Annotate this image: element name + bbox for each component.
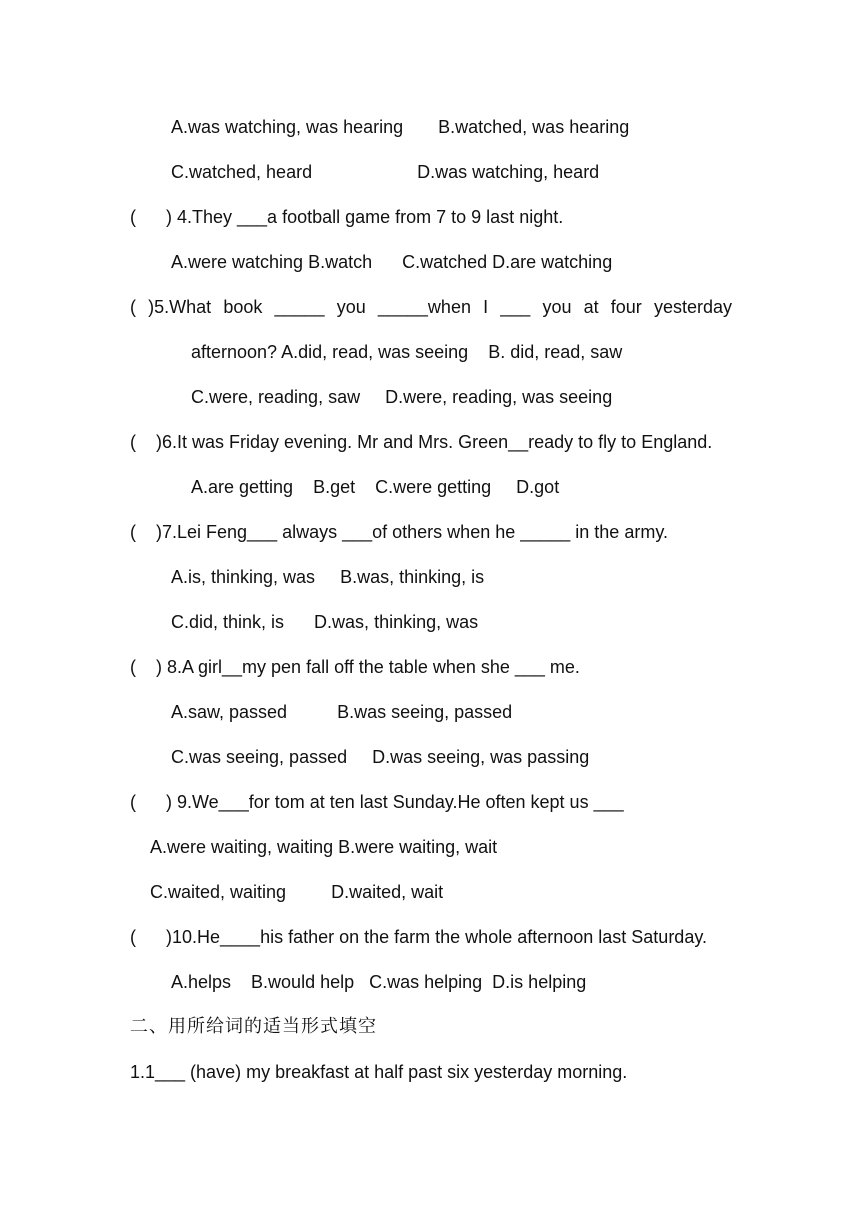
question-5 [130,295,732,319]
q5-word: yesterday [653,297,732,317]
q7-options-ab: A.is, thinking, was B.was, thinking, is [171,567,485,587]
q5-blank: _____ [274,297,325,317]
q5-word: at [583,297,599,317]
q5-word: I [483,297,489,317]
q5-word: you [542,297,572,317]
q10-options: A.helps B.would help C.was helping D.is helping [171,972,587,992]
q7-options-cd: C.did, think, is D.was, thinking, was [171,612,479,632]
q5-word: _____when [377,297,471,317]
q9-options-ab: A.were waiting, waiting B.were waiting, wait [150,837,498,857]
question-8: ( ) 8.A girl__my pen fall off the table when she ___ me. [130,657,580,677]
q3-options-cd: C.watched, heard D.was watching, heard [171,162,600,182]
q9-options-cd: C.waited, waiting D.waited, wait [150,882,444,902]
q5-word: you [336,297,366,317]
q5-word: book [223,297,263,317]
question-6: ( )6.It was Friday evening. Mr and Mrs. Green__ready to fly to England. [130,432,713,452]
q5-word: ( [130,297,136,317]
question-9: ( ) 9.We___for tom at ten last Sunday.He often kept us ___ [130,792,624,812]
section-2-heading: 二、用所给词的适当形式填空 [130,1016,377,1037]
q5-continuation-options: afternoon? A.did, read, was seeing B. did, read, saw [191,342,623,362]
question-4: ( ) 4.They ___a football game from 7 to 9 last night. [130,207,564,227]
q8-options-cd: C.was seeing, passed D.was seeing, was passing [171,747,590,767]
fill-in-question-1: 1.1___ (have) my breakfast at half past six yesterday morning. [130,1062,628,1082]
question-10: ( )10.He____his father on the farm the whole afternoon last Saturday. [130,927,707,947]
q3-options-ab: A.was watching, was hearing B.watched, was hearing [171,117,630,137]
question-7: ( )7.Lei Feng___ always ___of others when he _____ in the army. [130,522,668,542]
q6-options: A.are getting B.get C.were getting D.got [191,477,560,497]
q4-options: A.were watching B.watch C.watched D.are watching [171,252,613,272]
q5-word: four [610,297,642,317]
q8-options-ab: A.saw, passed B.was seeing, passed [171,702,513,722]
q5-options-cd: C.were, reading, saw D.were, reading, was seeing [191,387,613,407]
q5-blank: ___ [500,297,531,317]
q5-word: )5.What [148,297,212,317]
